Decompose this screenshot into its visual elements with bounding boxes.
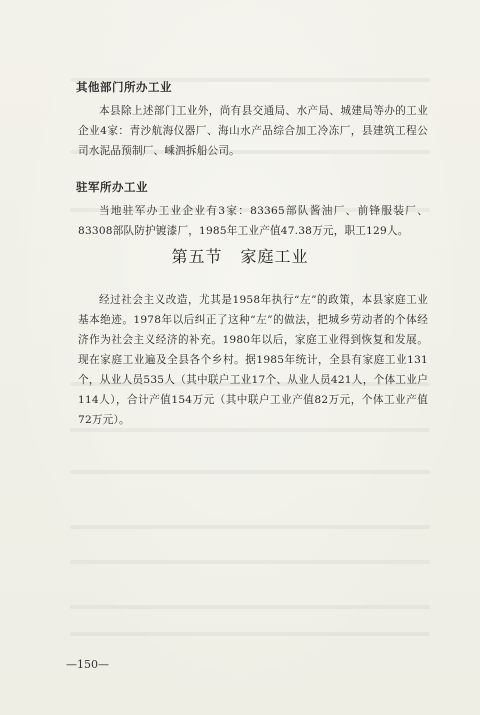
bleed-through-line bbox=[70, 560, 430, 564]
section-family-industry bbox=[78, 290, 428, 430]
chapter-paragraph: 经过社会主义改造，尤其是1958年执行“左”的政策，本县家庭工业基本绝迹。1978年以后纠正了这种“左”的做法，把城乡劳动者的个体经济作为社会主义经济的补充。1980年以后，家庭工业得到恢复和发展。现在家庭工业遍及全县各个乡村。据1985年统计，全县有家庭工业131个，从业人员535人（其中联户工业17个、从业人员421人，个体工业户114人），合计产值154万元（其中联户工业产值82万元，个体工业产值72万元）。 bbox=[78, 294, 428, 426]
chapter-name: 家庭工业 bbox=[240, 247, 309, 266]
bleed-through-line bbox=[70, 470, 430, 474]
section-other-departments bbox=[78, 79, 428, 161]
page-number: —150— bbox=[66, 658, 109, 671]
bleed-through-line bbox=[70, 632, 430, 636]
bleed-through-line bbox=[70, 605, 430, 609]
bleed-through-line bbox=[70, 525, 430, 529]
section-paragraph: 本县除上述部门工业外，尚有县交通局、水产局、城建局等办的工业企业4家：青沙航海仪器厂、海山水产品综合加工冷冻厂，县建筑工程公司水泥品预制厂、嵊泗拆船公司。 bbox=[78, 105, 428, 157]
chapter-number: 第五节 bbox=[171, 247, 223, 266]
chapter-title bbox=[0, 244, 480, 267]
section-heading: 驻军所办工业 bbox=[76, 180, 148, 194]
section-paragraph: 当地驻军办工业企业有3家：83365部队酱油厂、前锋服装厂、83308部队防护镀漆厂，1985年工业产值47.38万元，职工129人。 bbox=[78, 205, 428, 237]
section-garrison-industry bbox=[78, 179, 428, 241]
section-heading: 其他部门所办工业 bbox=[76, 80, 172, 94]
